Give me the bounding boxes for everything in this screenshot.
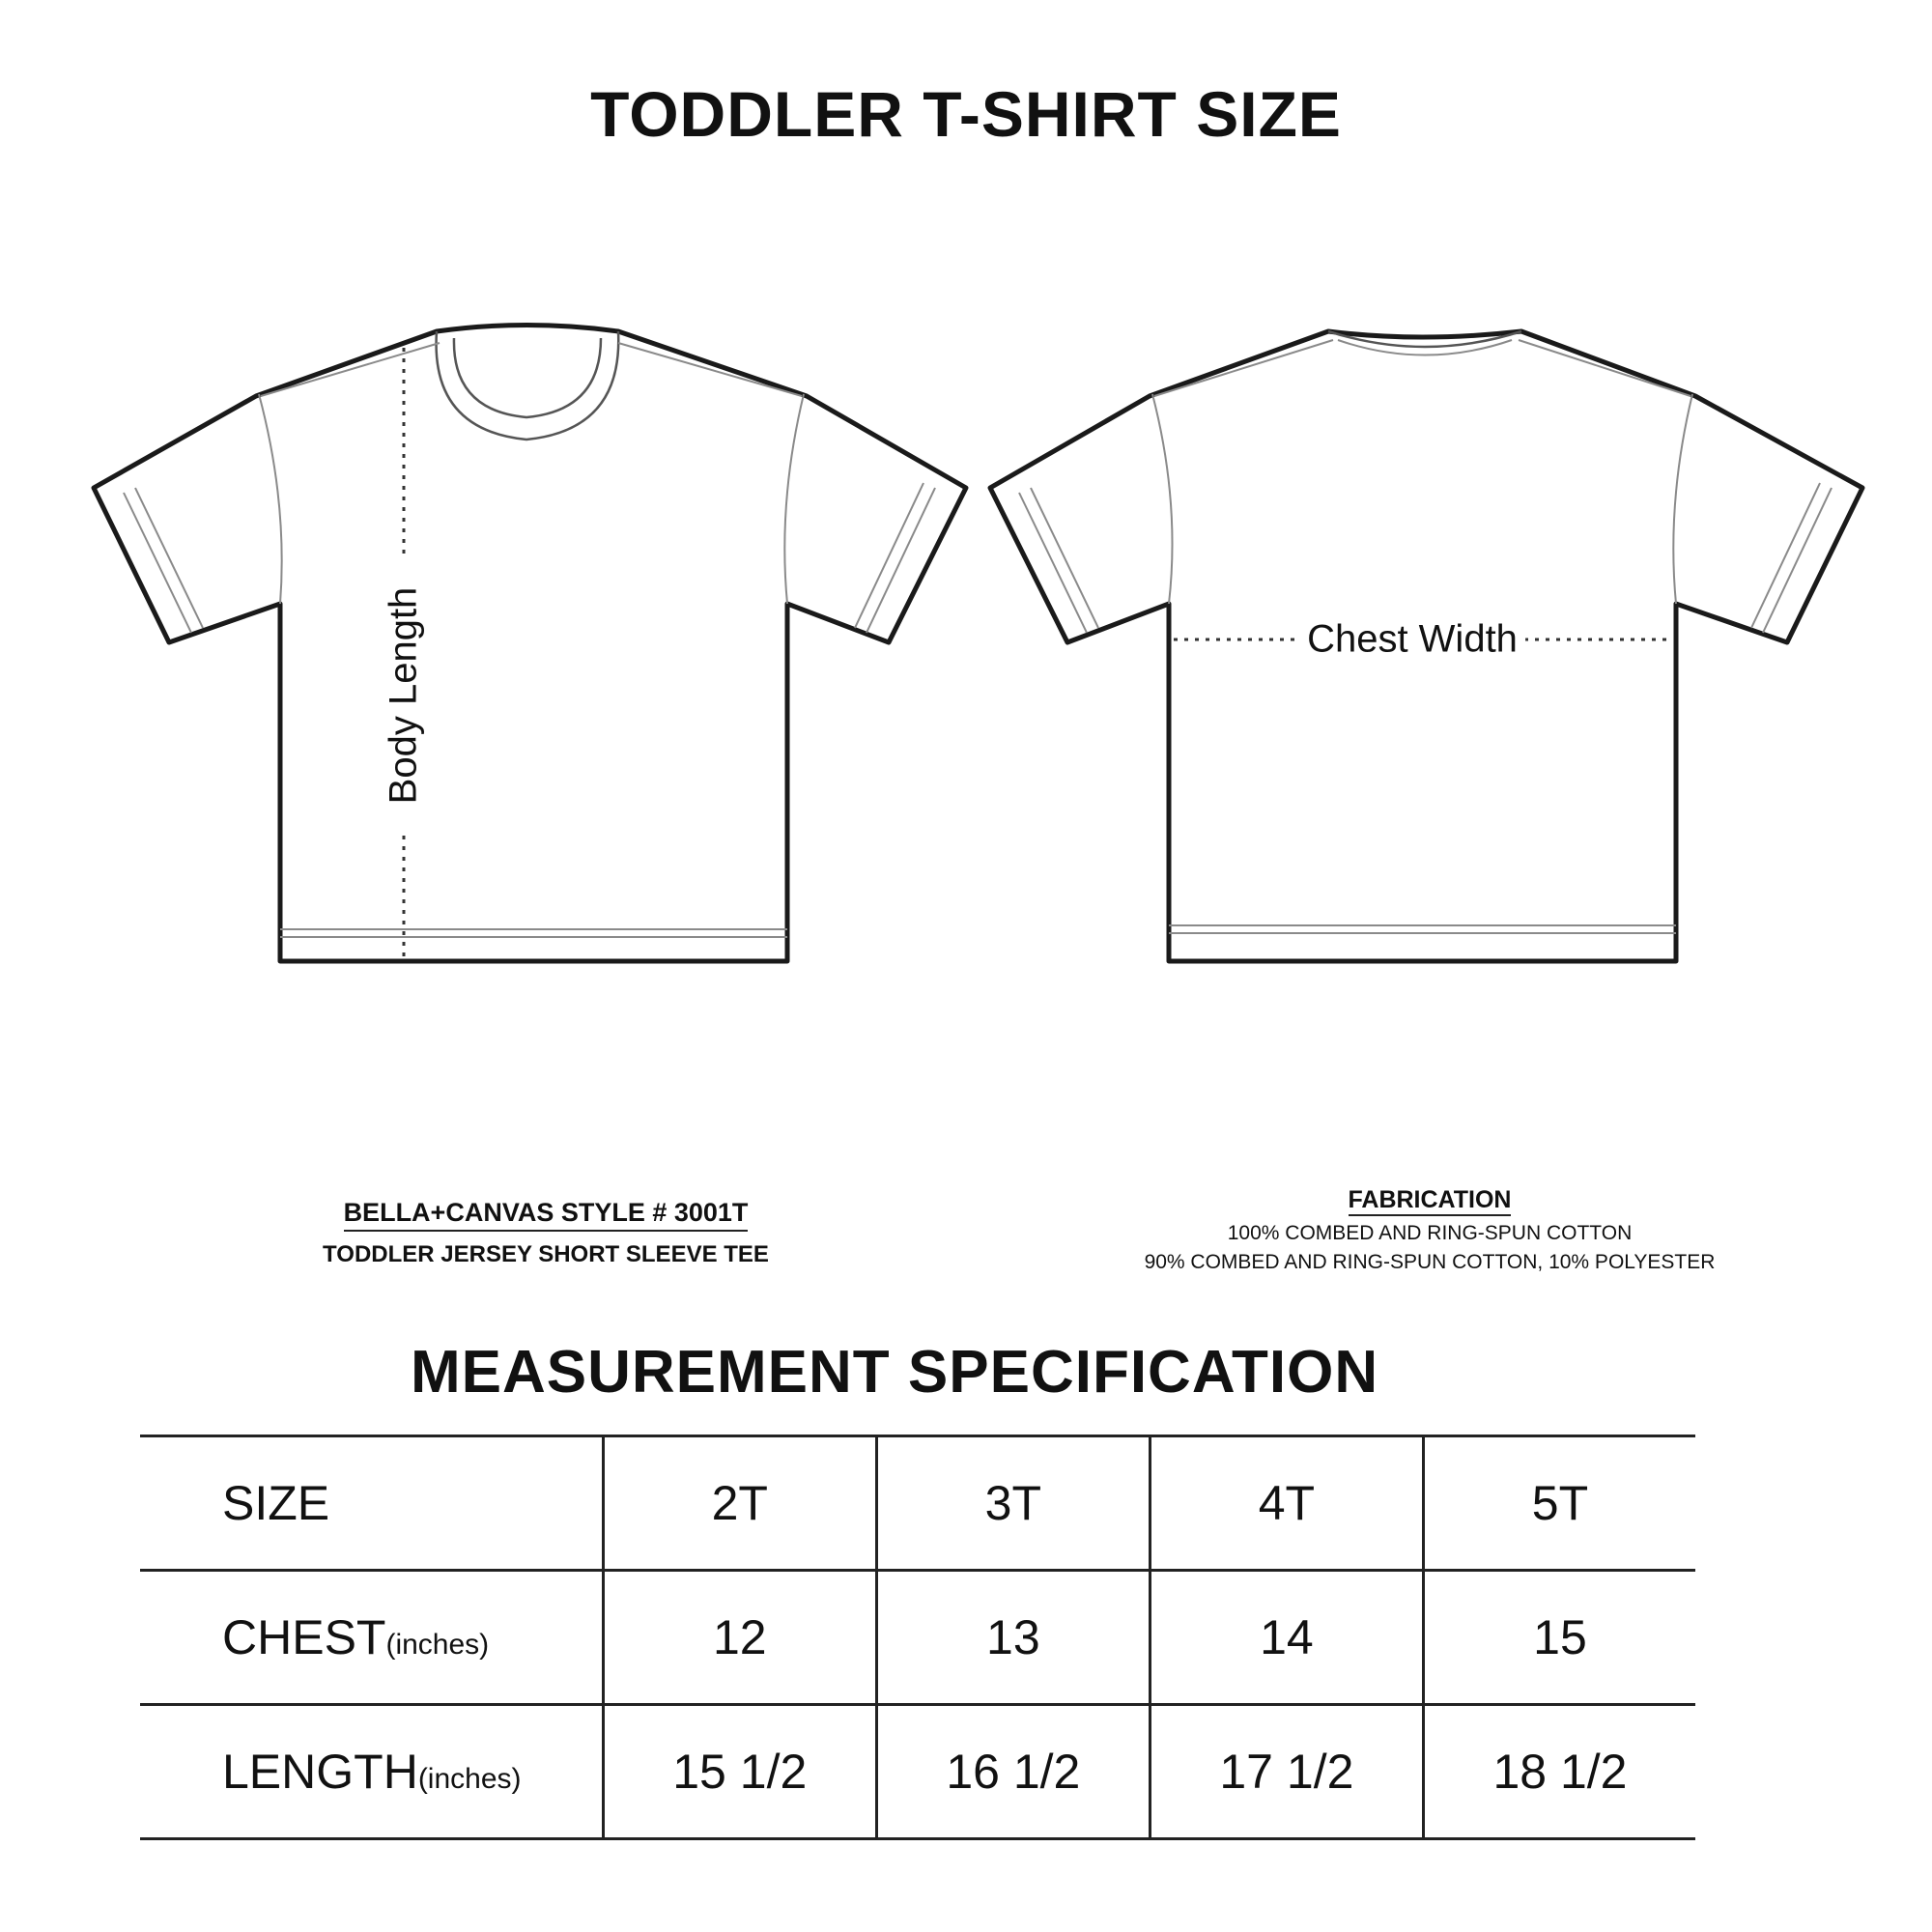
style-number: BELLA+CANVAS STYLE # 3001T xyxy=(344,1198,749,1232)
unit-label: (inches) xyxy=(417,1763,522,1795)
front-tshirt-icon xyxy=(94,326,966,962)
length-label-cell xyxy=(140,1705,603,1839)
length-cell: 18 1/2 xyxy=(1423,1705,1695,1839)
table-row-chest xyxy=(140,1571,1695,1705)
table-row-size xyxy=(140,1436,1695,1571)
unit-label: (inches) xyxy=(385,1629,490,1661)
size-cell: 5T xyxy=(1423,1436,1695,1571)
size-cell: 2T xyxy=(603,1436,876,1571)
style-description: TODDLER JERSEY SHORT SLEEVE TEE xyxy=(323,1241,769,1267)
fabrication-line: 90% COMBED AND RING-SPUN COTTON, 10% POLYESTER xyxy=(1144,1251,1716,1273)
chest-label: CHEST xyxy=(222,1610,386,1664)
length-cell: 15 1/2 xyxy=(603,1705,876,1839)
body-length-label: Body Length xyxy=(382,586,425,805)
length-label: LENGTH xyxy=(222,1745,418,1799)
size-cell: 4T xyxy=(1150,1436,1423,1571)
chest-cell: 13 xyxy=(876,1571,1150,1705)
length-cell: 16 1/2 xyxy=(876,1705,1150,1839)
chest-cell: 15 xyxy=(1423,1571,1695,1705)
chest-label-cell xyxy=(140,1571,603,1705)
chest-cell: 14 xyxy=(1150,1571,1423,1705)
page-title: TODDLER T-SHIRT SIZE xyxy=(590,78,1342,150)
spec-title: MEASUREMENT SPECIFICATION xyxy=(411,1339,1379,1406)
length-cell: 17 1/2 xyxy=(1150,1705,1423,1839)
chest-width-label: Chest Width xyxy=(1299,618,1525,662)
measurement-table xyxy=(140,1435,1695,1840)
style-info xyxy=(319,1198,773,1268)
size-cell: 3T xyxy=(876,1436,1150,1571)
size-label: SIZE xyxy=(222,1476,330,1530)
table-row-length xyxy=(140,1705,1695,1839)
fabrication-info xyxy=(1101,1186,1758,1274)
chest-cell: 12 xyxy=(603,1571,876,1705)
fabrication-line: 100% COMBED AND RING-SPUN COTTON xyxy=(1227,1222,1633,1244)
fabrication-title: FABRICATION xyxy=(1349,1186,1512,1216)
